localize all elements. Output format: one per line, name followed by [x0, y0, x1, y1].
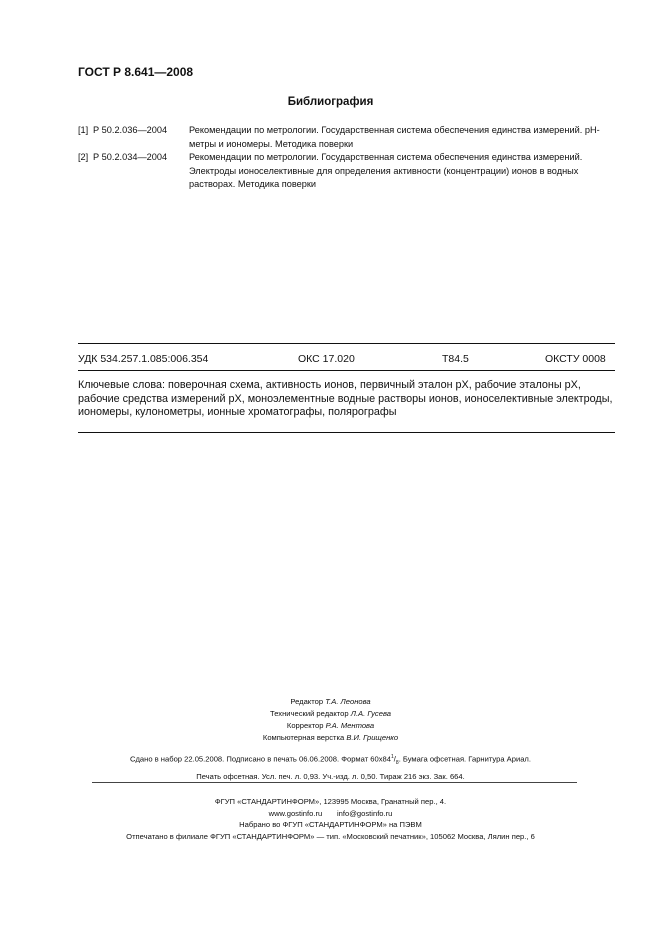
item-standard: Р 50.2.034—2004	[93, 152, 168, 163]
divider-top	[78, 343, 615, 344]
paper-font-text: . Бумага офсетная. Гарнитура Ариал.	[398, 754, 531, 764]
editor-name: Т.А. Леонова	[325, 697, 371, 706]
item-text: Рекомендации по метрологии. Государственная система обеспечения единства измерений. Электроды ионоселективные для определения активности (концентрации) ионов в водных растворах. Методика поверки	[189, 152, 583, 190]
corrector-line	[0, 720, 661, 732]
layout-line	[0, 732, 661, 744]
okstu-code: ОКСТУ 0008	[545, 353, 606, 365]
format-text: Сдано в набор 22.05.2008. Подписано в печать 06.06.2008. Формат 60х84	[130, 754, 391, 764]
publisher-block	[0, 796, 661, 842]
bibliography-item	[78, 124, 618, 151]
item-number: [2]	[78, 152, 89, 163]
item-text: Рекомендации по метрологии. Государственная система обеспечения единства измерений. рН-метры и иономеры. Методика поверки	[189, 125, 600, 149]
oks-code: ОКС 17.020	[298, 353, 355, 365]
layout-label: Компьютерная верстка	[262, 733, 345, 742]
format-sub: 8	[395, 760, 399, 767]
bibliography-title: Библиография	[287, 96, 374, 108]
item-number: [1]	[78, 125, 89, 135]
group-code: Т84.5	[442, 353, 469, 365]
typeset-line: Набрано во ФГУП «СТАНДАРТИНФОРМ» на ПЭВМ	[239, 820, 422, 829]
divider-imprint	[92, 782, 577, 783]
bibliography-item	[78, 151, 618, 192]
divider-bottom	[78, 432, 615, 433]
layout-name: В.И. Грищенко	[346, 733, 399, 742]
publisher-contacts	[0, 808, 661, 820]
print-info	[0, 751, 661, 783]
publisher-address: ФГУП «СТАНДАРТИНФОРМ», 123995 Москва, Гранатный пер., 4.	[214, 797, 447, 806]
editor-line	[0, 696, 661, 708]
corrector-name: Р.А. Ментова	[325, 721, 375, 730]
format-slash: /	[393, 754, 396, 764]
publisher-site[interactable]: www.gostinfo.ru	[268, 808, 323, 818]
tech-editor-line	[0, 708, 661, 720]
publisher-email[interactable]: info@gostinfo.ru	[336, 808, 393, 818]
tech-editor-name: Л.А. Гусева	[350, 709, 391, 718]
editor-label: Редактор	[290, 697, 324, 706]
print-info-line-1	[0, 751, 661, 770]
print-info-line-2: Печать офсетная. Усл. печ. л. 0,93. Уч.-изд. л. 0,50. Тираж 216 экз. Зак. 664.	[196, 772, 465, 782]
keywords: Ключевые слова: поверочная схема, активность ионов, первичный эталон pX, рабочие эталоны pX, рабочие средства измерений pX, моноэлементные водные растворы ионов, ионоселективные электроды, иономеры, кулонометры, ионные хроматографы, полярографы	[78, 379, 613, 419]
corrector-label: Корректор	[286, 721, 324, 730]
bibliography-list	[78, 124, 618, 192]
printed-line: Отпечатано в филиале ФГУП «СТАНДАРТИНФОРМ» — тип. «Московский печатник», 105062 Москва, Лялин пер., 6	[126, 831, 535, 841]
imprint-block	[0, 696, 661, 744]
document-code: ГОСТ Р 8.641—2008	[78, 65, 194, 79]
tech-editor-label: Технический редактор	[270, 709, 349, 718]
divider-middle	[78, 370, 615, 371]
item-standard: Р 50.2.036—2004	[93, 125, 168, 135]
format-sup: 1	[391, 754, 394, 760]
udk-code: УДК 534.257.1.085:006.354	[78, 353, 209, 365]
